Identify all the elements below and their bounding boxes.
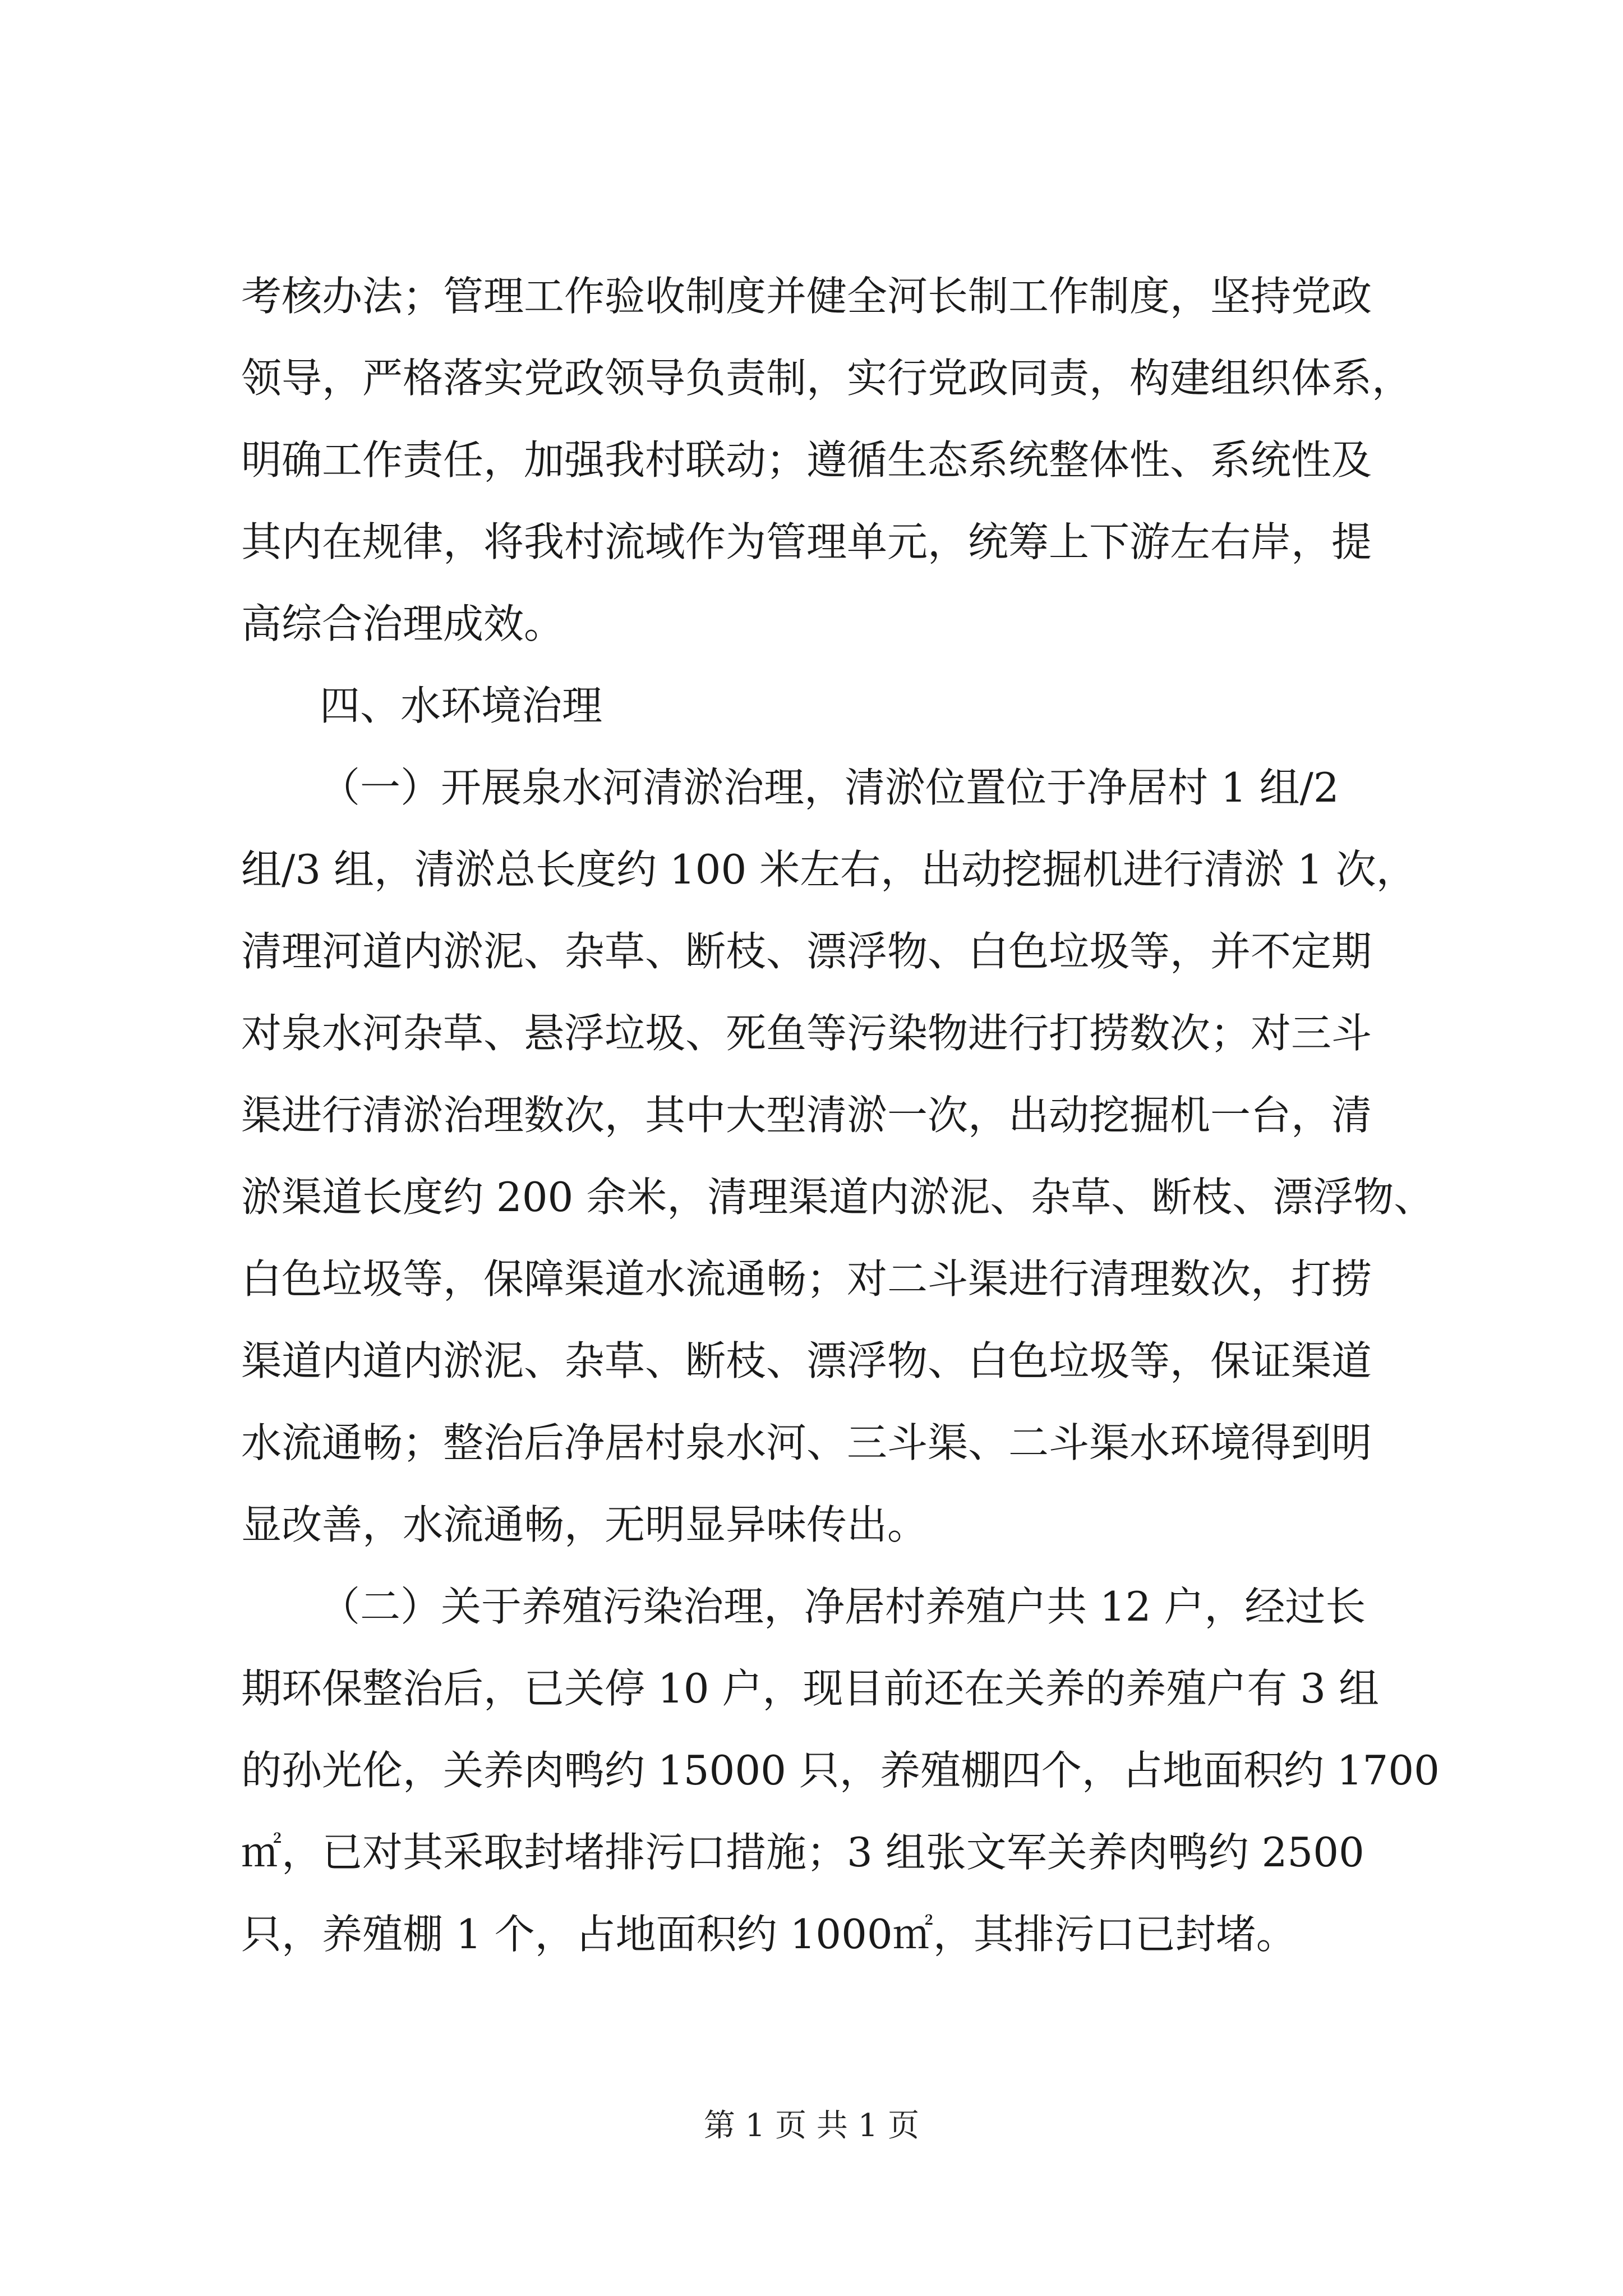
text-line: 期环保整治后，已关停 10 户，现目前还在关养的养殖户有 3 组 [241,1665,1379,1712]
text-line: 对泉水河杂草、悬浮垃圾、死鱼等污染物进行打捞数次；对三斗 [241,1010,1372,1057]
text-line: 的孙光伦，关养肉鸭约 15000 只，养殖棚四个，占地面积约 1700 [241,1747,1440,1794]
text-line: 其内在规律，将我村流域作为管理单元，统筹上下游左右岸，提 [241,518,1372,565]
text-line: 只，养殖棚 1 个，占地面积约 1000㎡，其排污口已封堵。 [241,1911,1297,1958]
text-line: 组/3 组，清淤总长度约 100 米左右，出动挖掘机进行清淤 1 次， [241,846,1417,893]
paragraph-river-chief-system [241,255,1419,665]
text-line: 考核办法；管理工作验收制度并健全河长制工作制度，坚持党政 [241,273,1372,320]
paragraph-livestock-pollution [241,1566,1440,1975]
text-line: 渠道内道内淤泥、杂草、断枝、漂浮物、白色垃圾等，保证渠道 [241,1337,1372,1384]
text-line: 淤渠道长度约 200 余米，清理渠道内淤泥、杂草、断枝、漂浮物、 [241,1174,1435,1221]
document-body [241,255,1440,1975]
text-line: （二）关于养殖污染治理，净居村养殖户共 12 户，经过长 [320,1583,1366,1630]
text-line: 高综合治理成效。 [241,600,565,647]
text-line: 明确工作责任，加强我村联动；遵循生态系统整体性、系统性及 [241,436,1372,484]
text-line: 领导，严格落实党政领导负责制，实行党政同责，构建组织体系， [241,355,1413,402]
text-line: 渠进行清淤治理数次，其中大型清淤一次，出动挖掘机一台，清 [241,1092,1372,1139]
text-line: （一）开展泉水河清淤治理，清淤位置位于净居村 1 组/2 [320,764,1339,811]
paragraph-river-dredging [241,747,1435,1566]
page-number-footer: 第 1 页 共 1 页 [703,2108,920,2144]
text-line: 清理河道内淤泥、杂草、断枝、漂浮物、白色垃圾等，并不定期 [241,928,1372,975]
text-line: ㎡，已对其采取封堵排污口措施；3 组张文军关养肉鸭约 2500 [241,1829,1364,1876]
text-line: 白色垃圾等，保障渠道水流通畅；对二斗渠进行清理数次，打捞 [241,1255,1372,1303]
text-line: 显改善，水流通畅，无明显异味传出。 [241,1501,928,1548]
text-line: 水流通畅；整治后净居村泉水河、三斗渠、二斗渠水环境得到明 [241,1419,1372,1466]
section-heading-water-environment: 四、水环境治理 [320,682,603,729]
